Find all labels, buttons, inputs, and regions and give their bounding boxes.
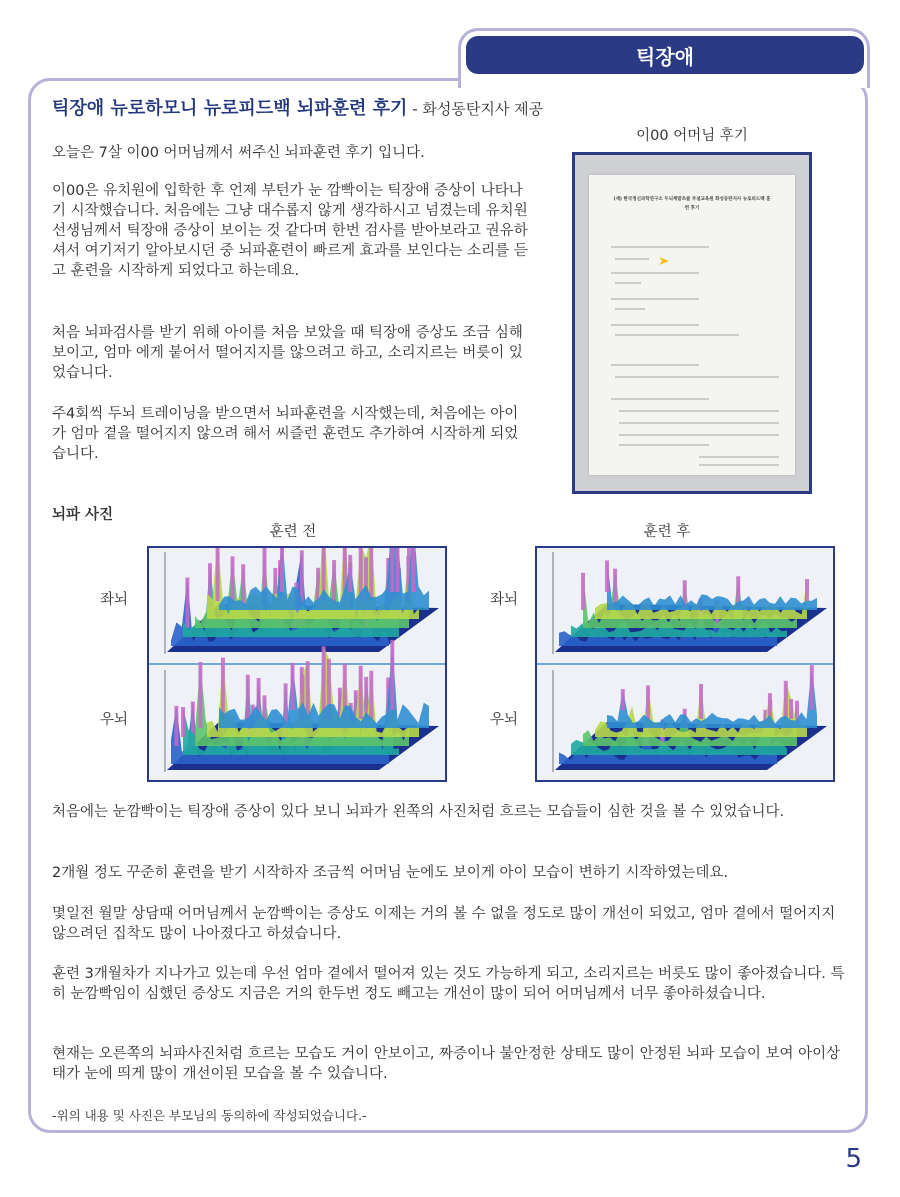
body-paragraph-3: 몇일전 월말 상담때 어머님께서 눈깜빡이는 증상도 이제는 거의 볼 수 없을 정도로 많이 개선이 되었고, 엄마 곁에서 떨어지지 않으려던 집착도 많이 나아졌다고 하셨습니다.	[52, 906, 836, 942]
eeg-after-label: 훈련 후	[643, 524, 691, 540]
eeg-before-label: 훈련 전	[269, 524, 317, 540]
intro-paragraph-1: 오늘은 7살 이00 어머님께서 써주신 뇌파훈련 후기 입니다.	[52, 145, 425, 161]
eeg-after-image	[535, 546, 835, 782]
eeg-before-left-label: 좌뇌	[100, 592, 129, 608]
eeg-after-left-panel	[537, 548, 833, 662]
consent-note: -위의 내용 및 사진은 부모님의 동의하에 작성되었습니다.-	[52, 1108, 367, 1123]
star-sticker-icon	[659, 257, 669, 265]
article-title-text: 틱장애 뉴로하모니 뉴로피드백 뇌파훈련 후기	[52, 98, 408, 119]
eeg-before-left-panel	[149, 548, 445, 662]
eeg-after-right-label: 우뇌	[490, 712, 519, 728]
eeg-before-image	[147, 546, 447, 782]
body-paragraph-4: 훈련 3개월차가 지나가고 있는데 우선 엄마 곁에서 떨어져 있는 것도 가능하게 되고, 소리지르는 버릇도 많이 좋아졌습니다. 특히 눈깜빡임이 심했던 증상도 지금은 거의 한두번 정도 빼고는 개선이 많이 되어 어머님께서 너무 좋아하셨습니다.	[52, 966, 845, 1002]
article-source: - 화성동탄지사 제공	[407, 100, 544, 118]
eeg-section-heading: 뇌파 사진	[52, 507, 114, 523]
eeg-before-right-label: 우뇌	[100, 712, 129, 728]
body-paragraph-5: 현재는 오른쪽의 뇌파사진처럼 흐르는 모습도 거이 안보이고, 짜증이나 불안정한 상태도 많이 안정된 뇌파 모습이 보여 아이상태가 눈에 띄게 많이 개선이된 모습을 볼 수 있습니다.	[52, 1046, 841, 1082]
eeg-after-right-panel	[537, 665, 833, 780]
eeg-after-plot	[537, 548, 833, 780]
page-number: 5	[845, 1144, 862, 1174]
eeg-after-left-label: 좌뇌	[490, 592, 519, 608]
letter-caption: 이00 어머님 후기	[636, 128, 748, 144]
letter-paper	[589, 175, 795, 475]
body-paragraph-1: 처음에는 눈깜빡이는 틱장애 증상이 있다 보니 뇌파가 왼쪽의 사진처럼 흐르는 모습들이 심한 것을 볼 수 있었습니다.	[52, 804, 785, 820]
body-paragraph-2: 2개월 정도 꾸준히 훈련을 받기 시작하자 조금씩 어머님 눈에도 보이게 아이 모습이 변하기 시작하였는데요.	[52, 865, 729, 881]
intro-paragraph-3: 처음 뇌파검사를 받기 위해 아이를 처음 보았을 때 틱장애 증상도 조금 심해 보이고, 엄마 에게 붙어서 떨어지지를 않으려고 하고, 소리지르는 버릇이 있었습니다.	[52, 325, 523, 381]
intro-paragraph-4: 주4회씩 두뇌 트레이닝을 받으면서 뇌파훈련을 시작했는데, 처음에는 아이가 엄마 곁을 떨어지지 않으려 해서 씨즐런 훈련도 추가하여 시작하게 되었습니다.	[52, 406, 519, 462]
eeg-before-plot	[149, 548, 445, 780]
intro-paragraph-2: 이00은 유치원에 입학한 후 언제 부턴가 눈 깜빡이는 틱장애 증상이 나타나기 시작했습니다. 처음에는 그냥 대수롭지 않게 생각하시고 넘겼는데 유치원 선생님께서 틱장애 증상이 보이는 것 같다며 한번 검사를 받아보라고 권유하셔서 여기저기 알아보시던 중 뇌파훈련이 빠르게 효과를 보인다는 소리를 듣고 훈련을 시작하게 되었다고 하는데요.	[52, 183, 528, 279]
article-title	[52, 94, 543, 120]
letter-handwriting	[589, 175, 795, 475]
category-tab: 틱장애	[466, 36, 864, 74]
handwritten-letter-photo	[572, 152, 812, 494]
letter-title: (재) 한국정신과학연구소 두뇌계발츠클 부설교육원 화성동탄지사 뉴로피드백 훈련 후기	[613, 197, 771, 211]
